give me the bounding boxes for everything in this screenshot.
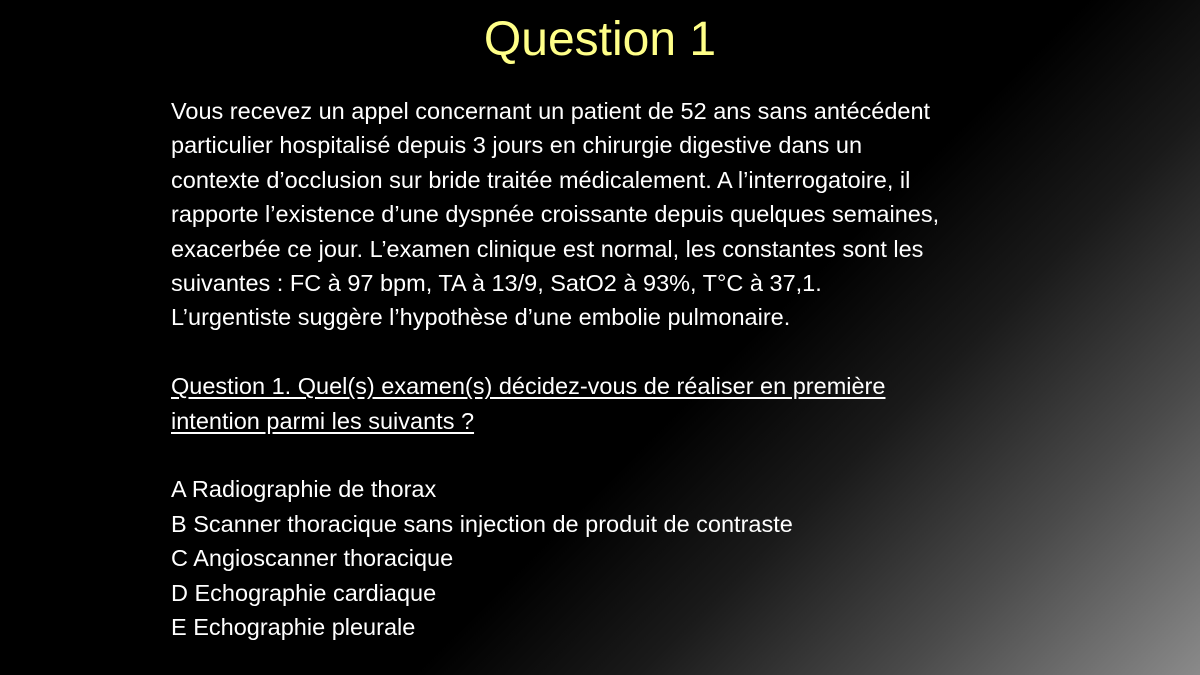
- question-prompt: [171, 369, 1051, 438]
- case-line: particulier hospitalisé depuis 3 jours en chirurgie digestive dans un: [171, 132, 863, 159]
- slide-content: [171, 94, 1051, 644]
- option-b: B Scanner thoracique sans injection de produit de contraste: [171, 510, 793, 537]
- question-line: Question 1. Quel(s) examen(s) décidez-vous de réaliser en première: [171, 373, 886, 400]
- option-c: C Angioscanner thoracique: [171, 545, 454, 572]
- option-a: A Radiographie de thorax: [171, 476, 437, 503]
- case-description: [171, 94, 1051, 335]
- question-line: intention parmi les suivants ?: [171, 407, 475, 434]
- spacer: [171, 438, 1051, 472]
- case-line: Vous recevez un appel concernant un patient de 52 ans sans antécédent: [171, 98, 931, 124]
- option-d: D Echographie cardiaque: [171, 579, 437, 606]
- case-line: exacerbée ce jour. L’examen clinique est normal, les constantes sont les: [171, 235, 924, 262]
- case-line: suivantes : FC à 97 bpm, TA à 13/9, SatO2 à 93%, T°C à 37,1.: [171, 270, 822, 297]
- case-line: contexte d’occlusion sur bride traitée médicalement. A l’interrogatoire, il: [171, 166, 911, 193]
- slide-title: Question 1: [483, 13, 717, 66]
- spacer: [171, 335, 1051, 369]
- case-line: L’urgentiste suggère l’hypothèse d’une embolie pulmonaire.: [171, 304, 791, 331]
- case-line: rapporte l’existence d’une dyspnée croissante depuis quelques semaines,: [171, 201, 940, 228]
- option-e: E Echographie pleurale: [171, 614, 416, 641]
- answer-options: [171, 472, 1051, 644]
